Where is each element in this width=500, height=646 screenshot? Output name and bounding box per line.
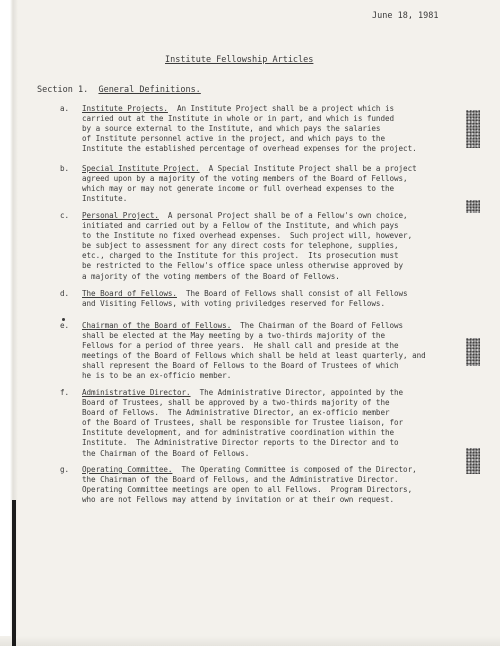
paragraph-line: Institute the established percentage of overhead expenses for the project.	[82, 144, 417, 154]
paragraph-term: Administrative Director.	[82, 388, 191, 397]
paragraph-line: of Institute personnel active in the project, and which pays to the	[82, 134, 385, 144]
paragraph-body	[82, 321, 426, 382]
binder-hole-mark	[466, 200, 480, 213]
paragraph-line: Operating Committee meetings are open to all Fellows. Program Directors,	[82, 485, 413, 495]
paragraph-line: of the Board of Trustees, shall be responsible for Trustee liaison, for	[82, 418, 404, 428]
paragraph-term: Operating Committee.	[82, 465, 173, 474]
paragraph-line: shall be elected at the May meeting by a two-thirds majority of the	[82, 331, 385, 341]
paragraph-line: and Visiting Fellows, with voting priviledges reserved for Fellows.	[82, 299, 385, 309]
binder-hole-mark	[466, 448, 480, 474]
paragraph-letter: d.	[60, 289, 70, 298]
scan-shadow	[12, 500, 16, 646]
paragraph-line: the Chairman of the Board of Fellows.	[82, 448, 250, 458]
paragraph-line: to the Institute no fixed overhead expenses. Such project will, however,	[82, 231, 413, 241]
paragraph-line: Board of Fellows. The Administrative Director, an ex-officio member	[82, 408, 390, 418]
paragraph-body	[82, 388, 403, 459]
paragraph-line: be restricted to the Fellow's office space unless otherwise approved by	[82, 261, 404, 271]
section-header	[37, 85, 201, 95]
paragraph-letter: e.	[60, 321, 70, 330]
paragraph-line: he is to be an ex-officio member.	[82, 371, 232, 381]
paragraph-body	[82, 465, 417, 505]
paragraph-line: shall represent the Board of Fellows to the Board of Trustees of which	[82, 361, 399, 371]
paragraph-line: Institute.	[82, 194, 128, 204]
paragraph-body	[82, 289, 408, 309]
binder-hole-mark	[466, 338, 480, 366]
document-title: Institute Fellowship Articles	[165, 55, 314, 65]
paragraph-letter: a.	[60, 104, 70, 113]
paragraph-line: Operating Committee. The Operating Committee is composed of the Director,	[82, 465, 417, 474]
paragraph-line: etc., charged to the Institute for this project. Its prosecution must	[82, 251, 399, 261]
paragraph-term: Special Institute Project.	[82, 164, 200, 173]
paragraph-term: Personal Project.	[82, 211, 159, 220]
paragraph-line: be subject to assessment for any direct costs for telephone, supplies,	[82, 241, 399, 251]
paragraph-line: agreed upon by a majority of the voting members of the Board of Fellows,	[82, 174, 408, 184]
paragraph-line: Fellows for a period of three years. He shall call and preside at the	[82, 341, 399, 351]
paragraph-letter: g.	[60, 465, 70, 474]
paragraph-letter: b.	[60, 164, 70, 173]
paragraph-line: Institute development, and for administrative coordination within the	[82, 428, 395, 438]
paragraph-term: The Board of Fellows.	[82, 289, 177, 298]
paragraph-term: Chairman of the Board of Fellows.	[82, 321, 232, 330]
paragraph-line: meetings of the Board of Fellows which shall be held at least quarterly, and	[82, 351, 426, 361]
paragraph-line: who are not Fellows may attend by invitation or at their own request.	[82, 495, 395, 505]
paragraph-line: The Board of Fellows. The Board of Fellows shall consist of all Fellows	[82, 289, 408, 298]
section-heading: General Definitions.	[98, 85, 201, 95]
page-bottom-edge	[0, 636, 500, 646]
paragraph-body	[82, 104, 417, 154]
paragraph-line: carried out at the Institute in whole or in part, and which is funded	[82, 114, 395, 124]
paragraph-line: Chairman of the Board of Fellows. The Chairman of the Board of Fellows	[82, 321, 404, 330]
paragraph-line: Personal Project. A personal Project shall be of a Fellow's own choice,	[82, 211, 408, 220]
paragraph-term: Institute Projects.	[82, 104, 168, 113]
binder-hole-mark	[466, 110, 480, 148]
paragraph-line: Board of Trustees, shall be approved by a two-thirds majority of the	[82, 398, 390, 408]
paragraph-line: by a source external to the Institute, and which pays the salaries	[82, 124, 381, 134]
paragraph-line: Institute Projects. An Institute Project shall be a project which is	[82, 104, 395, 113]
paragraph-body	[82, 211, 412, 282]
section-number: 1.	[77, 85, 89, 95]
paragraph-line: Special Institute Project. A Special Institute Project shall be a project	[82, 164, 417, 173]
paragraph-line: initiated and carried out by a Fellow of the Institute, and which pays	[82, 221, 399, 231]
document-date: June 18, 1981	[372, 11, 439, 21]
paragraph-line: which may or may not generate income or full overhead expenses to the	[82, 184, 395, 194]
paragraph-letter: f.	[60, 388, 70, 397]
paragraph-body	[82, 164, 417, 204]
paragraph-letter: c.	[60, 211, 70, 220]
paragraph-line: the Chairman of the Board of Fellows, and the Administrative Director.	[82, 475, 399, 485]
paragraph-line: a majority of the voting members of the Board of Fellows.	[82, 271, 340, 281]
paragraph-line: Administrative Director. The Administrative Director, appointed by the	[82, 388, 404, 397]
paragraph-line: Institute. The Administrative Director reports to the Director and to	[82, 438, 399, 448]
section-label: Section	[37, 85, 73, 95]
